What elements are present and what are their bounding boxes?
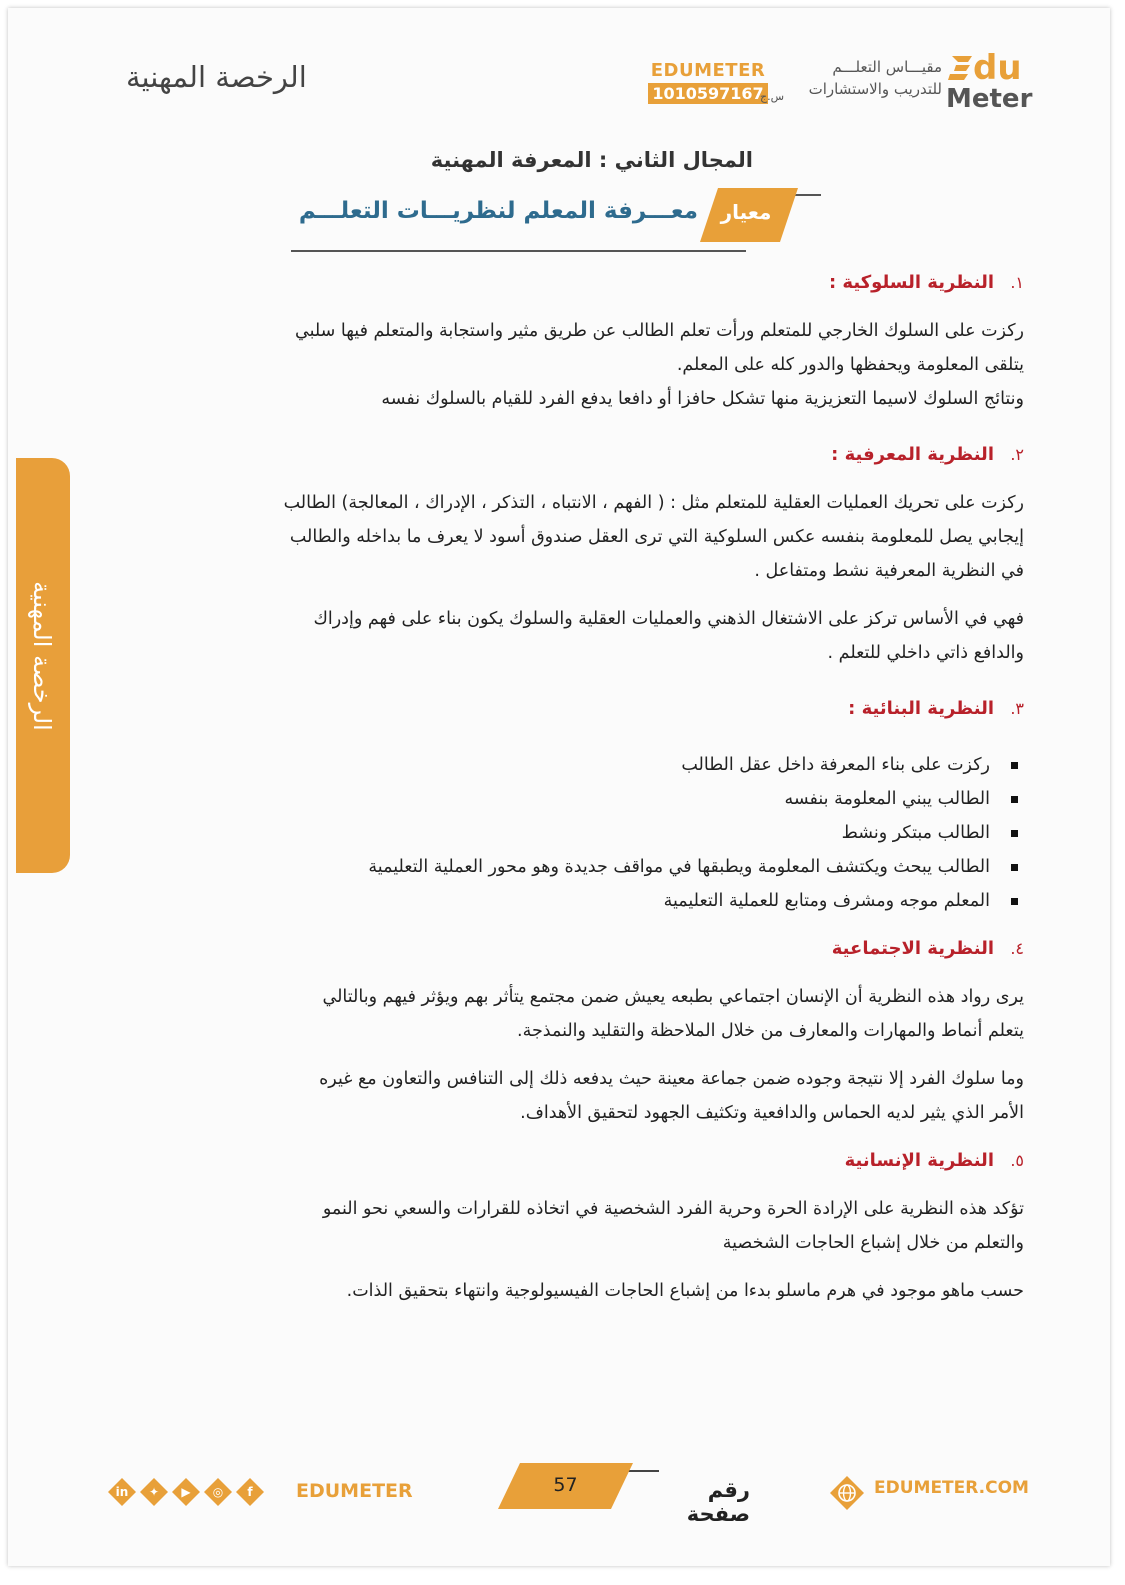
page-number-label: رقم صفحة (686, 1478, 750, 1526)
paragraph-line: فهي في الأساس تركز على الاشتغال الذهني والعمليات العقلية والسلوك يكون بناء على فهم وإدراك (313, 609, 1024, 629)
side-tab (16, 458, 70, 873)
list-item (108, 748, 1024, 782)
list-item (108, 884, 1024, 918)
list-item-text: الطالب يبحث ويكتشف المعلومة ويطبقها في مواقف جديدة وهو محور العملية التعليمية (368, 857, 990, 877)
paragraph-line: إيجابي يصل للمعلومة بنفسه عكس السلوكية التي ترى العقل صندوق أسود لا يعرف ما بداخله والطالب (289, 527, 1024, 547)
section-number: ٣. (1010, 699, 1024, 718)
footer-brand: EDUMETER (296, 1480, 413, 1502)
twitter-icon[interactable]: ✦ (140, 1478, 168, 1506)
document-page (8, 8, 1110, 1566)
paragraph-line: والدافع ذاتي داخلي للتعلم . (827, 643, 1024, 663)
section-number: ٥. (1010, 1151, 1024, 1170)
bullet-square-icon (1011, 762, 1018, 769)
section-number: ٢. (1010, 445, 1024, 464)
section-heading-constructivist (108, 692, 1024, 726)
page-number: 57 (553, 1474, 578, 1496)
section-title: النظرية الإنسانية (844, 1150, 994, 1171)
commercial-register-label: س.ج (760, 90, 785, 103)
list-item (108, 816, 1024, 850)
main-content (108, 266, 1024, 1308)
list-item-text: المعلم موجه ومشرف ومتابع للعملية التعليمية (663, 891, 990, 911)
standard-underline (291, 250, 746, 252)
bullet-square-icon (1011, 898, 1018, 905)
list-item (108, 850, 1024, 884)
section-heading-behavioral (108, 266, 1024, 300)
section-number: ٤. (1010, 939, 1024, 958)
section-heading-cognitive (108, 438, 1024, 472)
section-number: ١. (1010, 273, 1024, 292)
paragraph-line: يتعلم أنماط والمهارات والمعارف من خلال الملاحظة والتقليد والنمذجة. (517, 1021, 1024, 1041)
side-tab-label: الرخصة المهنية (28, 581, 56, 731)
bullet-square-icon (1011, 796, 1018, 803)
list-item-text: ركزت على بناء المعرفة داخل عقل الطالب (681, 755, 990, 775)
bullet-square-icon (1011, 864, 1018, 871)
standard-label: معيار (720, 200, 772, 224)
instagram-icon[interactable]: ◎ (204, 1478, 232, 1506)
paragraph-line: الأمر الذي يثير لديه الحماس والدافعية وتكثيف الجهود لتحقيق الأهداف. (520, 1103, 1024, 1123)
brand-block (648, 60, 768, 104)
paragraph-line: في النظرية المعرفية نشط ومتفاعل . (754, 561, 1024, 581)
paragraph-line: حسب ماهو موجود في هرم ماسلو بدءا من إشباع الحاجات الفيسيولوجية وانتهاء بتحقيق الذات. (346, 1281, 1024, 1301)
section-title: النظرية البنائية : (848, 698, 994, 719)
paragraph-line: ونتائج السلوك لاسيما التعزيزية منها تشكل حافزا أو دافعا يدفع الفرد للقيام بالسلوك نفسه (381, 389, 1024, 409)
paragraph-line: ركزت على السلوك الخارجي للمتعلم ورأت تعلم الطالب عن طريق مثير واستجابة والمتعلم فيها سلبي (295, 321, 1024, 341)
section-title: النظرية السلوكية : (828, 272, 994, 293)
brand-name: EDUMETER (650, 60, 766, 81)
list-item (108, 782, 1024, 816)
paragraph-line: تؤكد هذه النظرية على الإرادة الحرة وحرية الفرد الشخصية في اتخاذه للقرارات والسعي نحو النمو (322, 1199, 1024, 1219)
list-item-text: الطالب يبني المعلومة بنفسه (784, 789, 990, 809)
section-heading-humanistic (108, 1144, 1024, 1178)
brand-arabic-name (800, 56, 942, 100)
brand-arabic-line2: للتدريب والاستشارات (808, 80, 942, 98)
brand-arabic-line1: مقيـــاس التعلـــم (832, 58, 942, 76)
youtube-icon[interactable]: ▶ (172, 1478, 200, 1506)
bullet-list (108, 748, 1024, 918)
website-link[interactable]: EDUMETER.COM (874, 1478, 1029, 1498)
globe-icon (830, 1476, 864, 1510)
standard-title: معـــرفة المعلم لنظريـــات التعلـــم (298, 198, 698, 224)
paragraph-line: يرى رواد هذه النظرية أن الإنسان اجتماعي بطبعه يعيش ضمن مجتمع يتأثر بهم ويؤثر فيهم وبالتالي (322, 987, 1024, 1007)
paragraph-line: يتلقى المعلومة ويحفظها والدور كله على المعلم. (676, 355, 1024, 375)
logo-du-text: du (973, 48, 1022, 88)
commercial-register-number: 1010597167 (648, 83, 767, 104)
section-heading-social (108, 932, 1024, 966)
paragraph-line: وما سلوك الفرد إلا نتيجة وجوده ضمن جماعة معينة حيث يدفعه ذلك إلى التنافس والتعاون مع غيره (319, 1069, 1024, 1089)
page-header-title: الرخصة المهنية (126, 60, 307, 94)
section-title: النظرية المعرفية : (831, 444, 994, 465)
facebook-icon[interactable]: f (236, 1478, 264, 1506)
domain-title: المجال الثاني : المعرفة المهنية (430, 148, 753, 172)
list-item-text: الطالب مبتكر ونشط (841, 823, 990, 843)
linkedin-icon[interactable]: in (108, 1478, 136, 1506)
logo-mark-icon (948, 54, 972, 82)
paragraph-line: ركزت على تحريك العمليات العقلية للمتعلم مثل : ( الفهم ، الانتباه ، التذكر ، الإدراك ، المعالجة) الطالب (283, 493, 1024, 513)
section-title: النظرية الاجتماعية (831, 938, 994, 959)
paragraph-line: والتعلم من خلال إشباع الحاجات الشخصية (722, 1233, 1024, 1253)
logo-meter-text: Meter (946, 84, 1033, 114)
bullet-square-icon (1011, 830, 1018, 837)
